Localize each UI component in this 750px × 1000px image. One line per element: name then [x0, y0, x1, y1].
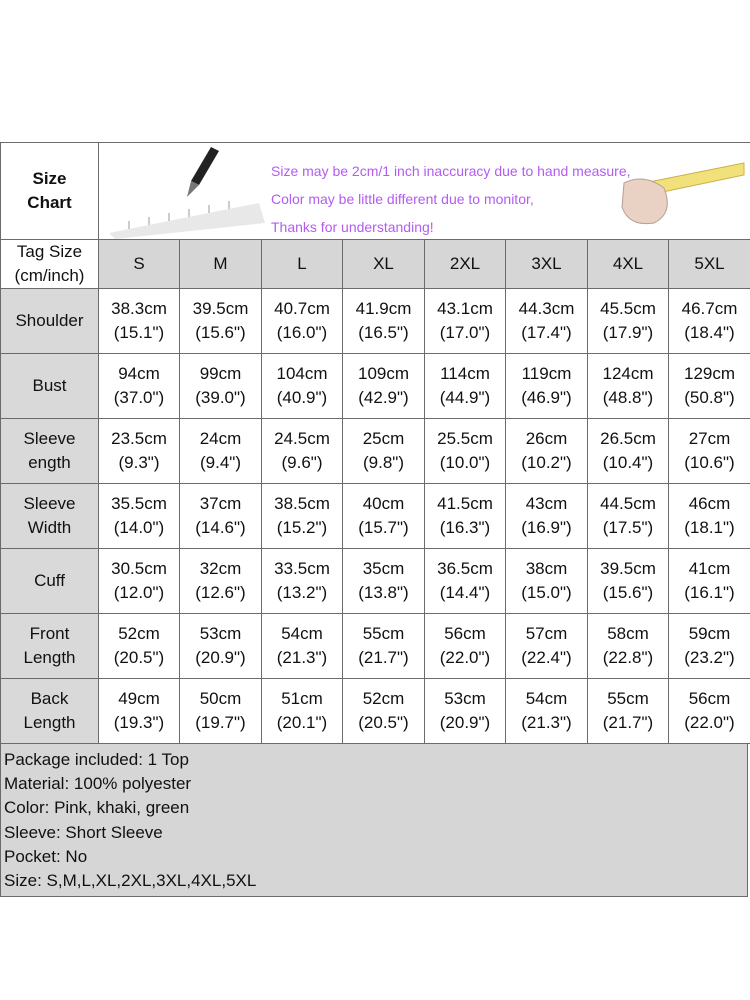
size-header-m: M [180, 240, 262, 289]
cell-inch: (10.6") [684, 453, 735, 472]
row-label [1, 549, 99, 614]
cell-cm: 43cm [525, 494, 568, 513]
cell-cm: 46.7cm [681, 299, 738, 318]
row-label-line-2: Width [27, 518, 72, 537]
cell-inch: (46.9") [521, 388, 572, 407]
cell-inch: (10.4") [602, 453, 654, 472]
cell-inch: (21.7") [602, 713, 654, 732]
cell-cm: 119cm [521, 364, 572, 383]
cell-inch: (22.8") [602, 648, 654, 667]
cell-inch: (21.7") [358, 648, 409, 667]
cell-cm: 124cm [602, 364, 654, 383]
info-sleeve: Sleeve: Short Sleeve [4, 822, 163, 842]
cell-cm: 104cm [276, 364, 328, 383]
row-label-line-2: Length [23, 648, 76, 667]
cell-cm: 38.5cm [274, 494, 330, 513]
table-row [1, 484, 750, 549]
cell-cm: 26.5cm [600, 429, 656, 448]
row-label [1, 614, 99, 679]
cell-cm: 50cm [199, 689, 242, 708]
size-header-s: S [99, 240, 180, 289]
cell-inch: (44.9") [439, 388, 491, 407]
info-material: Material: 100% polyester [4, 774, 192, 794]
cell-inch: (9.6") [281, 453, 323, 472]
row-label-line-1: Sleeve [23, 494, 76, 513]
table-cell [506, 549, 588, 614]
size-chart-table [0, 142, 750, 744]
cell-cm: 24.5cm [274, 429, 330, 448]
size-header-row [1, 240, 750, 289]
size-header-4xl: 4XL [588, 240, 669, 289]
table-cell [588, 614, 669, 679]
cell-cm: 53cm [199, 624, 242, 643]
title-line-2: Chart [27, 193, 72, 212]
cell-inch: (14.6") [195, 518, 246, 537]
table-cell [343, 549, 425, 614]
cell-cm: 39.5cm [600, 559, 656, 578]
cell-inch: (12.6") [195, 583, 246, 602]
table-cell [669, 679, 750, 744]
cell-cm: 45.5cm [600, 299, 656, 318]
table-cell [262, 549, 343, 614]
measuring-tape-icon [604, 143, 749, 239]
table-cell [343, 289, 425, 354]
cell-cm: 27cm [688, 429, 731, 448]
cell-inch: (20.1") [276, 713, 328, 732]
info-sizes: Size: S,M,L,XL,2XL,3XL,4XL,5XL [4, 871, 257, 891]
table-cell [425, 549, 506, 614]
table-cell [180, 484, 262, 549]
size-header-xl: XL [343, 240, 425, 289]
cell-cm: 25.5cm [437, 429, 493, 448]
cell-cm: 54cm [525, 689, 568, 708]
info-pocket: Pocket: No [4, 846, 88, 866]
cell-cm: 41.5cm [437, 494, 493, 513]
table-cell [506, 289, 588, 354]
row-label [1, 679, 99, 744]
table-row [1, 679, 750, 744]
cell-cm: 35cm [362, 559, 405, 578]
table-row [1, 549, 750, 614]
cell-inch: (20.9") [195, 648, 246, 667]
cell-cm: 52cm [362, 689, 405, 708]
size-header-2xl: 2XL [425, 240, 506, 289]
cell-cm: 38cm [525, 559, 568, 578]
cell-cm: 49cm [118, 689, 160, 708]
cell-cm: 41cm [688, 559, 731, 578]
cell-inch: (15.6") [195, 323, 246, 342]
table-cell [506, 484, 588, 549]
note-line-3: Thanks for understanding! [271, 219, 434, 235]
cell-cm: 55cm [362, 624, 405, 643]
cell-cm: 59cm [688, 624, 731, 643]
size-chart-sheet [0, 142, 750, 897]
cell-inch: (15.2") [276, 518, 328, 537]
table-cell [669, 614, 750, 679]
cell-cm: 58cm [607, 624, 649, 643]
cell-inch: (13.8") [358, 583, 409, 602]
table-row [1, 289, 750, 354]
cell-inch: (16.9") [521, 518, 572, 537]
cell-cm: 40.7cm [274, 299, 330, 318]
cell-cm: 41.9cm [355, 299, 412, 318]
cell-inch: (16.3") [439, 518, 491, 537]
table-cell [343, 484, 425, 549]
table-cell [425, 679, 506, 744]
cell-cm: 55cm [607, 689, 649, 708]
table-cell [669, 354, 750, 419]
cell-inch: (17.0") [439, 323, 491, 342]
cell-inch: (20.9") [439, 713, 491, 732]
table-cell [669, 484, 750, 549]
row-label-line-1: Shoulder [15, 311, 84, 330]
table-cell [669, 549, 750, 614]
note-line-2: Color may be little different due to monitor, [271, 191, 534, 207]
cell-inch: (37.0") [113, 388, 165, 407]
size-header-3xl: 3XL [506, 240, 588, 289]
cell-inch: (17.9") [602, 323, 654, 342]
table-cell [669, 289, 750, 354]
table-cell [425, 354, 506, 419]
table-cell [180, 549, 262, 614]
cell-cm: 46cm [688, 494, 731, 513]
cell-inch: (14.0") [113, 518, 165, 537]
cell-cm: 56cm [444, 624, 486, 643]
table-cell [669, 419, 750, 484]
cell-inch: (10.0") [439, 453, 491, 472]
size-header-5xl: 5XL [669, 240, 750, 289]
cell-cm: 94cm [118, 364, 160, 383]
cell-cm: 25cm [362, 429, 405, 448]
cell-inch: (15.6") [602, 583, 654, 602]
cell-inch: (21.3") [521, 713, 572, 732]
table-cell [99, 614, 180, 679]
table-cell [343, 614, 425, 679]
row-label [1, 289, 99, 354]
row-label [1, 419, 99, 484]
table-cell [506, 614, 588, 679]
cell-cm: 40cm [362, 494, 405, 513]
table-cell [343, 354, 425, 419]
cell-inch: (9.8") [363, 453, 404, 472]
cell-cm: 24cm [199, 429, 242, 448]
cell-inch: (12.0") [113, 583, 165, 602]
cell-inch: (9.4") [200, 453, 241, 472]
row-label-line-2: Length [23, 713, 76, 732]
table-cell [99, 419, 180, 484]
tag-size-line-2: (cm/inch) [14, 266, 85, 285]
cell-cm: 30.5cm [111, 559, 167, 578]
table-cell [262, 614, 343, 679]
header-banner [99, 143, 750, 240]
row-label-line-1: Cuff [34, 571, 65, 590]
cell-inch: (17.5") [602, 518, 654, 537]
cell-cm: 32cm [199, 559, 242, 578]
table-cell [588, 549, 669, 614]
table-cell [588, 484, 669, 549]
cell-cm: 35.5cm [111, 494, 167, 513]
cell-cm: 129cm [683, 364, 736, 383]
table-cell [99, 549, 180, 614]
cell-inch: (22.4") [521, 648, 572, 667]
table-row [1, 354, 750, 419]
tag-size-line-1: Tag Size [16, 242, 83, 261]
table-cell [180, 614, 262, 679]
cell-cm: 57cm [525, 624, 568, 643]
table-cell [99, 354, 180, 419]
table-cell [99, 484, 180, 549]
cell-cm: 44.3cm [518, 299, 575, 318]
cell-cm: 43.1cm [437, 299, 493, 318]
table-cell [262, 419, 343, 484]
cell-inch: (15.0") [521, 583, 572, 602]
table-cell [180, 289, 262, 354]
row-label-line-1: Front [29, 624, 70, 643]
info-color: Color: Pink, khaki, green [4, 798, 190, 818]
tag-size-label [1, 240, 99, 289]
cell-inch: (17.4") [521, 323, 572, 342]
table-cell [343, 679, 425, 744]
cell-inch: (16.5") [358, 323, 409, 342]
info-package: Package included: 1 Top [4, 750, 189, 769]
table-cell [588, 679, 669, 744]
table-cell [262, 289, 343, 354]
table-row [1, 419, 750, 484]
cell-cm: 52cm [118, 624, 160, 643]
cell-inch: (9.3") [118, 453, 160, 472]
cell-cm: 54cm [281, 624, 323, 643]
cell-cm: 51cm [281, 689, 323, 708]
cell-inch: (20.5") [358, 713, 409, 732]
cell-inch: (50.8") [684, 388, 735, 407]
table-cell [343, 419, 425, 484]
ruler-pencil-icon [99, 143, 269, 239]
table-cell [99, 679, 180, 744]
cell-inch: (18.4") [684, 323, 735, 342]
cell-cm: 39.5cm [192, 299, 249, 318]
table-cell [180, 354, 262, 419]
cell-inch: (15.7") [358, 518, 409, 537]
row-label [1, 484, 99, 549]
cell-inch: (16.1") [684, 583, 735, 602]
cell-cm: 53cm [444, 689, 486, 708]
table-cell [425, 289, 506, 354]
cell-cm: 36.5cm [437, 559, 493, 578]
cell-inch: (40.9") [276, 388, 328, 407]
cell-inch: (19.3") [113, 713, 165, 732]
table-cell [180, 419, 262, 484]
table-cell [506, 419, 588, 484]
cell-cm: 109cm [357, 364, 410, 383]
cell-cm: 56cm [688, 689, 731, 708]
cell-inch: (23.2") [684, 648, 735, 667]
cell-cm: 44.5cm [600, 494, 656, 513]
table-cell [99, 289, 180, 354]
table-cell [588, 289, 669, 354]
row-label-line-1: Sleeve [23, 429, 76, 448]
cell-inch: (19.7") [195, 713, 246, 732]
cell-inch: (22.0") [439, 648, 491, 667]
cell-cm: 26cm [525, 429, 568, 448]
cell-cm: 38.3cm [111, 299, 167, 318]
table-cell [180, 679, 262, 744]
row-label-line-1: Back [30, 689, 69, 708]
cell-cm: 33.5cm [274, 559, 330, 578]
cell-inch: (10.2") [521, 453, 572, 472]
table-cell [506, 679, 588, 744]
cell-inch: (48.8") [602, 388, 654, 407]
table-cell [425, 614, 506, 679]
table-cell [588, 354, 669, 419]
cell-inch: (13.2") [276, 583, 328, 602]
size-header-l: L [262, 240, 343, 289]
cell-inch: (18.1") [684, 518, 735, 537]
cell-inch: (15.1") [113, 323, 165, 342]
cell-cm: 114cm [440, 364, 490, 383]
table-row [1, 614, 750, 679]
table-cell [262, 354, 343, 419]
cell-inch: (14.4") [439, 583, 491, 602]
cell-inch: (20.5") [113, 648, 165, 667]
cell-cm: 23.5cm [111, 429, 167, 448]
table-cell [425, 419, 506, 484]
note-line-1: Size may be 2cm/1 inch inaccuracy due to hand measure, [271, 163, 631, 179]
row-label [1, 354, 99, 419]
row-label-line-1: Bust [32, 376, 67, 395]
cell-inch: (16.0") [276, 323, 328, 342]
cell-inch: (42.9") [358, 388, 409, 407]
row-label-line-2: ength [28, 453, 71, 472]
cell-cm: 99cm [199, 364, 242, 383]
table-cell [262, 679, 343, 744]
table-cell [262, 484, 343, 549]
table-cell [588, 419, 669, 484]
title-line-1: Size [32, 169, 67, 188]
table-cell [506, 354, 588, 419]
page-title [1, 143, 99, 240]
product-info [0, 744, 748, 897]
table-cell [425, 484, 506, 549]
cell-inch: (21.3") [276, 648, 328, 667]
cell-inch: (39.0") [195, 388, 246, 407]
cell-inch: (22.0") [684, 713, 735, 732]
cell-cm: 37cm [199, 494, 242, 513]
